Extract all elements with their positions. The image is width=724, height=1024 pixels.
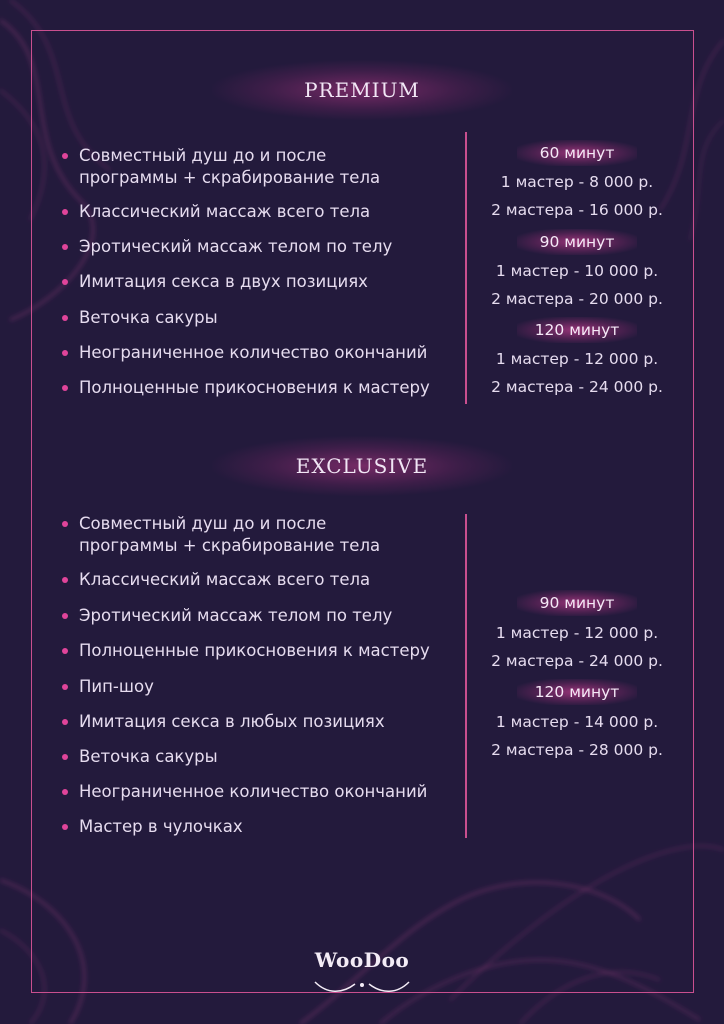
- list-item: Классический массаж всего тела: [62, 201, 479, 223]
- bullet-icon: [62, 209, 68, 215]
- price-line: 2 мастера - 24 000 р.: [491, 652, 663, 670]
- bullet-icon: [62, 648, 68, 654]
- list-item: Эротический массаж телом по телу: [62, 605, 479, 627]
- price-line: 2 мастера - 20 000 р.: [491, 290, 663, 308]
- price-line: 2 мастера - 16 000 р.: [491, 201, 663, 219]
- list-item-continuation: программы + скрабирование тела: [79, 536, 381, 555]
- list-item-continuation: программы + скрабирование тела: [79, 168, 381, 187]
- duration-badge: 120 минут: [517, 317, 637, 343]
- bullet-icon: [62, 279, 68, 285]
- duration-badge: 90 минут: [517, 229, 637, 255]
- duration-badge: 60 минут: [517, 140, 637, 166]
- premium-divider: [465, 132, 467, 404]
- bullet-icon: [62, 719, 68, 725]
- price-line: 1 мастер - 8 000 р.: [500, 173, 654, 191]
- bullet-icon: [62, 754, 68, 760]
- list-item: Совместный душ до и после: [62, 145, 479, 167]
- list-item: Неограниченное количество окончаний: [62, 342, 479, 364]
- bullet-icon: [62, 244, 68, 250]
- list-item: Мастер в чулочках: [62, 816, 479, 838]
- list-item: Полноценные прикосновения к мастеру: [62, 377, 479, 399]
- bullet-icon: [62, 350, 68, 356]
- list-item: Полноценные прикосновения к мастеру: [62, 640, 479, 662]
- exclusive-heading: EXCLUSIVE: [212, 436, 512, 496]
- list-item: Эротический массаж телом по телу: [62, 236, 479, 258]
- bullet-icon: [62, 521, 68, 527]
- bullet-icon: [62, 315, 68, 321]
- price-line: 1 мастер - 12 000 р.: [495, 350, 659, 368]
- premium-heading: PREMIUM: [212, 60, 512, 120]
- bullet-icon: [62, 613, 68, 619]
- logo-swirl-icon: [307, 980, 417, 994]
- bullet-icon: [62, 153, 68, 159]
- list-item: Веточка сакуры: [62, 307, 479, 329]
- bullet-icon: [62, 577, 68, 583]
- list-item: Совместный душ до и после: [62, 513, 479, 535]
- list-item: Неограниченное количество окончаний: [62, 781, 479, 803]
- list-item: Имитация секса в любых позициях: [62, 711, 479, 733]
- duration-badge: 120 минут: [517, 679, 637, 705]
- price-line: 2 мастера - 24 000 р.: [491, 378, 663, 396]
- price-line: 1 мастер - 10 000 р.: [495, 262, 659, 280]
- bullet-icon: [62, 684, 68, 690]
- brand-logo: WooDoo: [314, 948, 410, 972]
- bullet-icon: [62, 385, 68, 391]
- duration-badge: 90 минут: [517, 590, 637, 616]
- price-line: 2 мастера - 28 000 р.: [491, 741, 663, 759]
- price-line: 1 мастер - 12 000 р.: [495, 624, 659, 642]
- exclusive-divider: [465, 514, 467, 838]
- bullet-icon: [62, 789, 68, 795]
- list-item: Имитация секса в двух позициях: [62, 271, 479, 293]
- price-line: 1 мастер - 14 000 р.: [495, 713, 659, 731]
- list-item: Пип-шоу: [62, 676, 479, 698]
- bullet-icon: [62, 824, 68, 830]
- list-item: Веточка сакуры: [62, 746, 479, 768]
- list-item: Классический массаж всего тела: [62, 569, 479, 591]
